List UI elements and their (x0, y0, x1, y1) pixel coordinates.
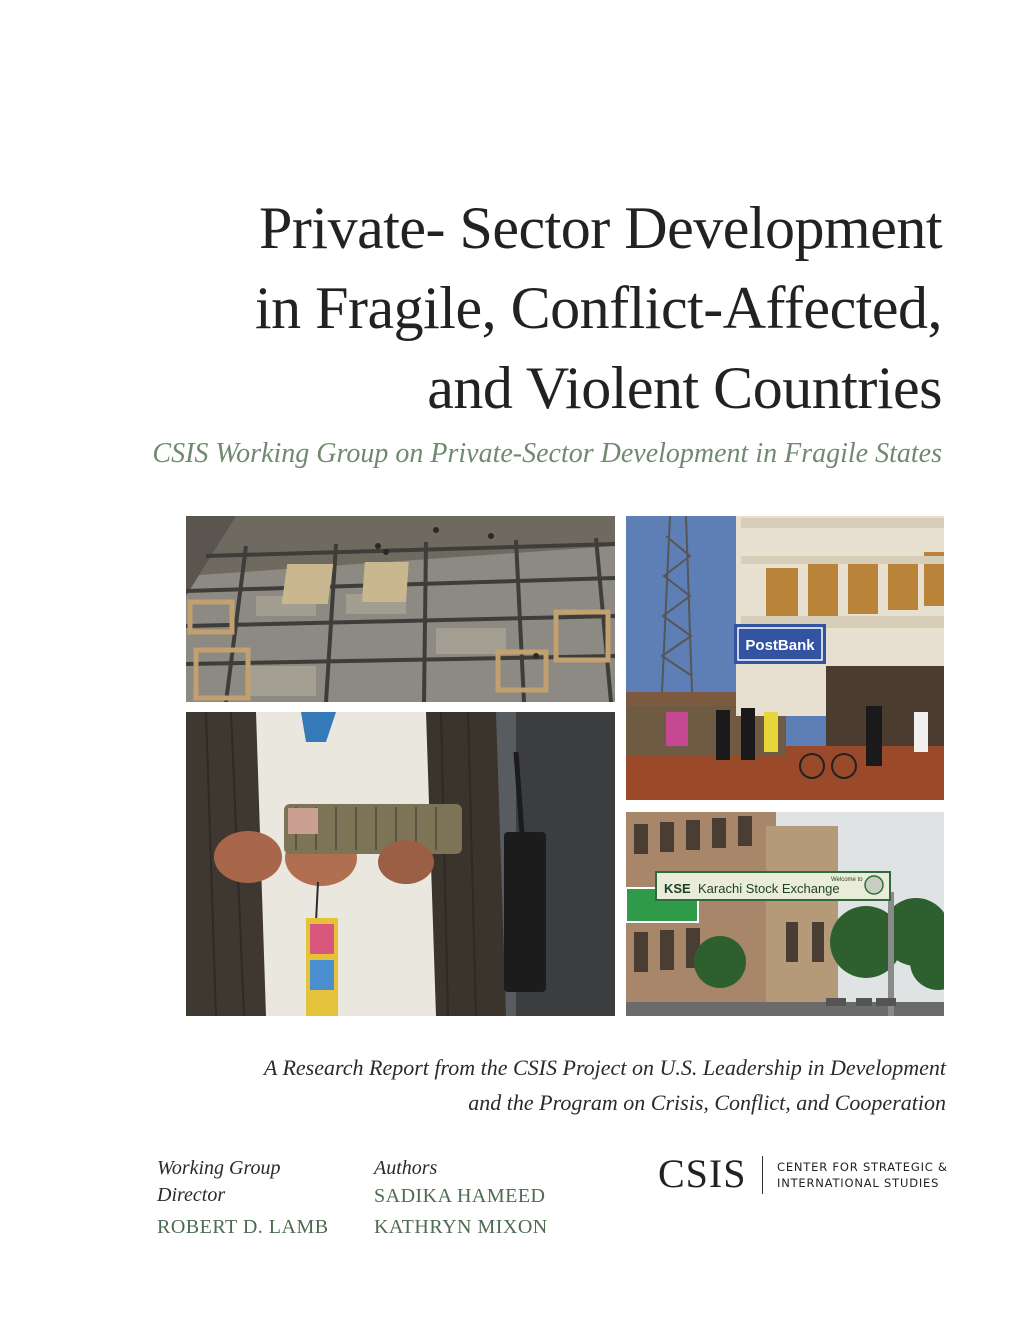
report-subtitle: CSIS Working Group on Private-Sector Development in Fragile States (152, 438, 942, 469)
author-name-1: SADIKA HAMEED (374, 1185, 546, 1207)
director-name: ROBERT D. LAMB (157, 1216, 329, 1238)
authors-label: Authors (374, 1157, 438, 1179)
money-exchange-photo (186, 712, 615, 1016)
stock-exchange-photo (626, 812, 944, 1016)
title-line-1: Private- Sector Development (259, 195, 942, 261)
postbank-street-photo (626, 516, 944, 800)
director-label: Working Group Director (157, 1157, 281, 1206)
logo-divider (762, 1156, 763, 1194)
title-line-2: in Fragile, Conflict-Affected, (254, 275, 942, 341)
report-line-2: and the Program on Crisis, Conflict, and Cooperation (468, 1090, 946, 1115)
exchange-sign: Karachi Stock Exchange (698, 881, 840, 896)
author-name-2: KATHRYN MIXON (374, 1216, 548, 1238)
csis-logo: CSIS (658, 1151, 747, 1196)
construction-site-photo (186, 516, 615, 702)
csis-logo-text: CENTER FOR STRATEGIC & INTERNATIONAL STUDIES (777, 1160, 948, 1190)
title-line-3: and Violent Countries (427, 355, 942, 421)
exchange-welcome: Welcome to (831, 877, 863, 883)
research-report-note (46, 1050, 946, 1120)
kse-abbrev: KSE (664, 881, 691, 896)
report-title (42, 188, 942, 428)
report-line-1: A Research Report from the CSIS Project on U.S. Leadership in Development (263, 1055, 946, 1080)
postbank-sign: PostBank (745, 637, 815, 654)
